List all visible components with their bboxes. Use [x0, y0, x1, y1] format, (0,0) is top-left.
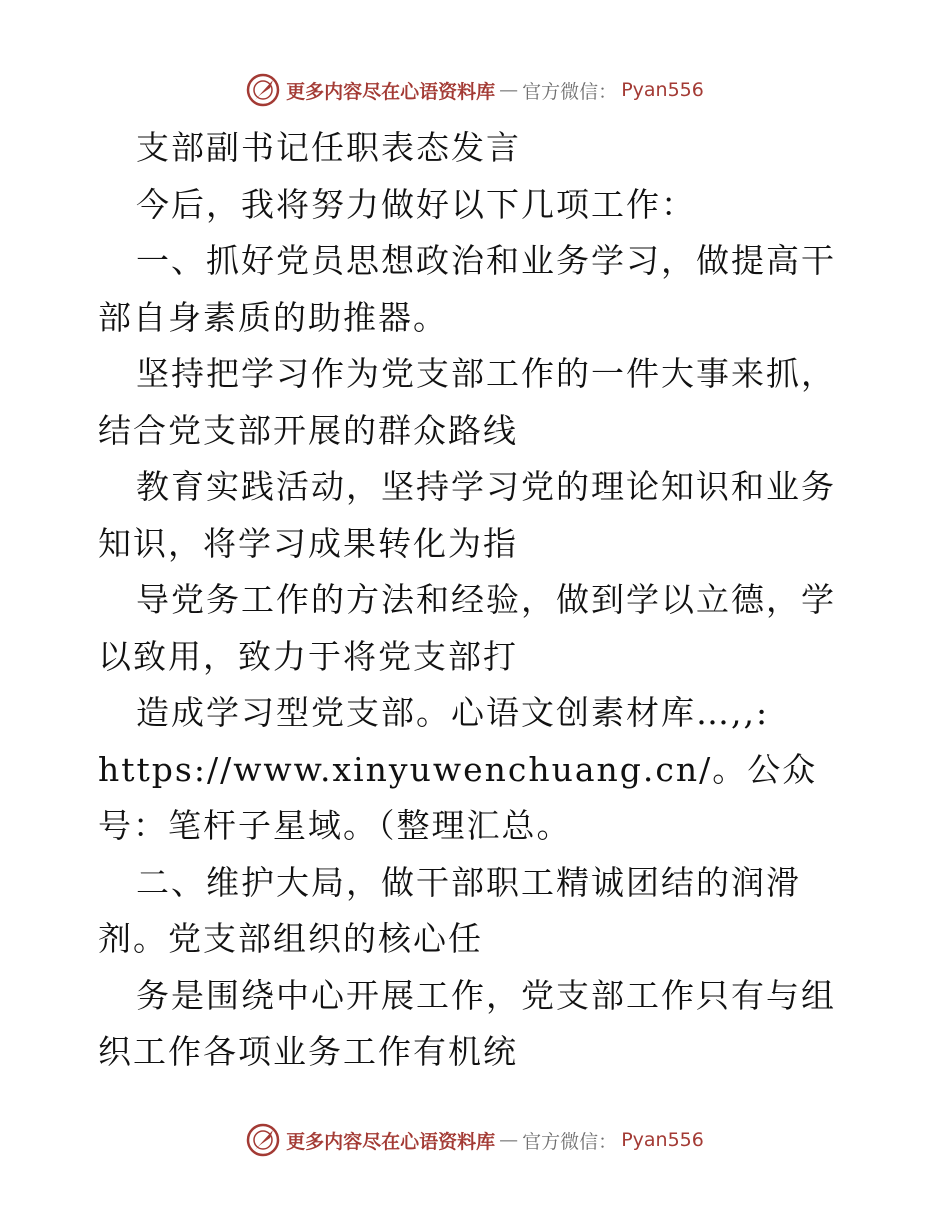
document-url-paragraph: https://www.xinyuwenchuang.cn/。公众号：笔杆子星域。（整理汇总。 — [98, 749, 818, 845]
banner-separator: — — [499, 1129, 519, 1151]
footer-banner — [0, 1120, 950, 1160]
banner-site-name: 更多内容尽在心语资料库 — [286, 80, 496, 103]
document-paragraph: 造成学习型党支部。心语文创素材库…,,: — [136, 693, 770, 732]
document-paragraph: 务是围绕中心开展工作，党支部工作只有与组织工作各项业务工作有机统 — [98, 975, 836, 1071]
document-title: 支部副书记任职表态发言 — [136, 128, 521, 167]
header-banner — [0, 70, 950, 110]
banner-wechat-id: Pyan556 — [621, 1129, 704, 1151]
banner-wechat-label: 官方微信： — [522, 80, 618, 103]
document-paragraph: 二、维护大局，做干部职工精诚团结的润滑剂。党支部组织的核心任 — [98, 862, 801, 958]
banner-wechat-id: Pyan556 — [621, 79, 704, 101]
quill-logo-icon — [246, 1123, 280, 1157]
document-paragraph: 导党务工作的方法和经验，做到学以立德，学以致用，致力于将党支部打 — [98, 580, 836, 676]
banner-wechat-label: 官方微信： — [522, 1130, 618, 1153]
document-body — [98, 120, 858, 1081]
document-paragraph: 一、抓好党员思想政治和业务学习，做提高干部自身素质的助推器。 — [98, 241, 836, 337]
document-paragraph: 坚持把学习作为党支部工作的一件大事来抓，结合党支部开展的群众路线 — [98, 354, 836, 450]
document-paragraph: 今后，我将努力做好以下几项工作： — [136, 184, 696, 224]
quill-logo-icon — [246, 73, 280, 107]
banner-separator: — — [499, 79, 519, 101]
banner-site-name: 更多内容尽在心语资料库 — [286, 1130, 496, 1153]
document-paragraph: 教育实践活动，坚持学习党的理论知识和业务知识，将学习成果转化为指 — [98, 467, 836, 563]
